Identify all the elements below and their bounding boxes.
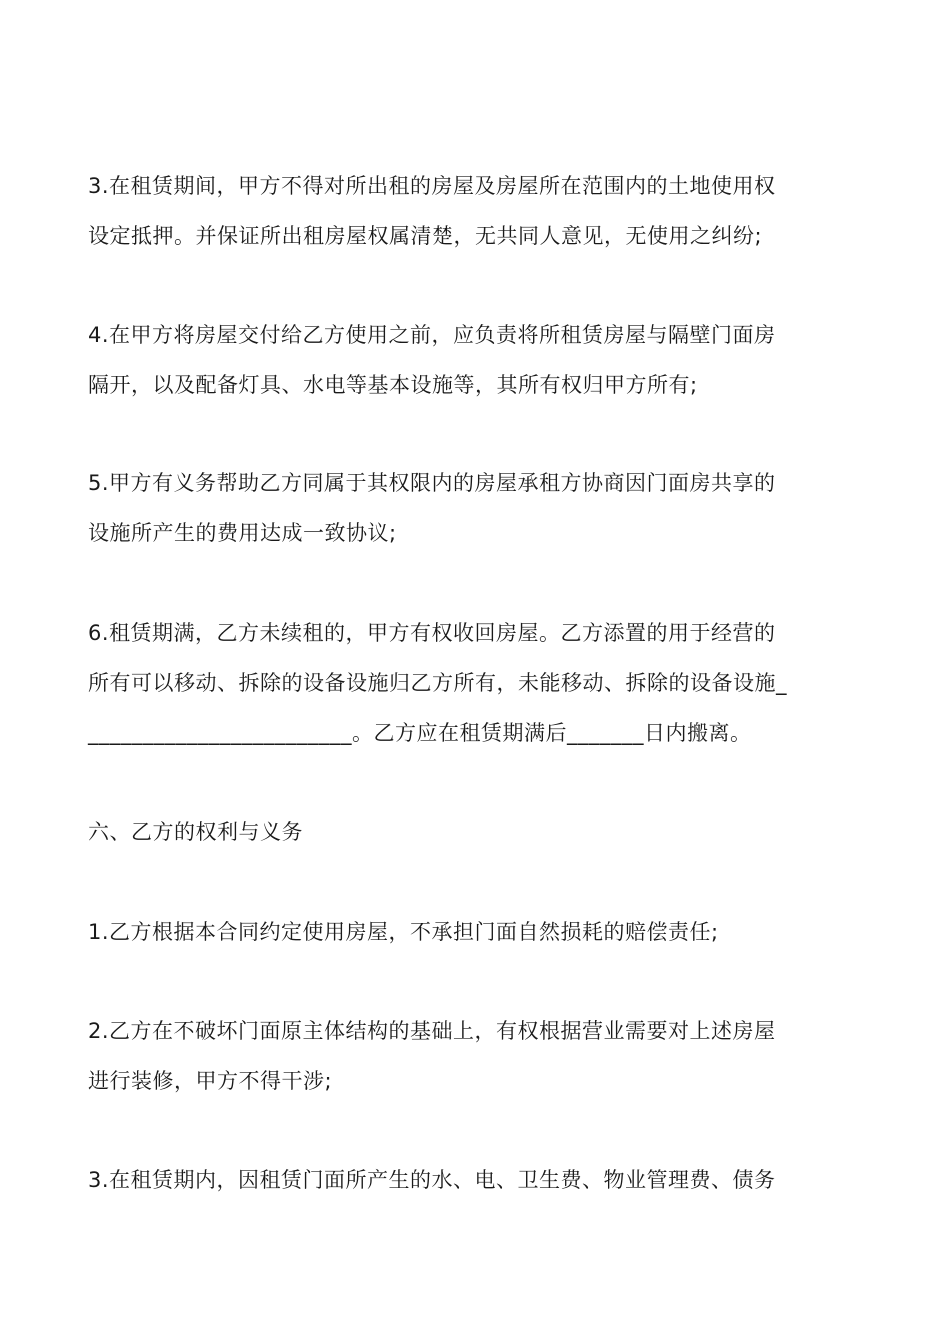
text-line: 2.乙方在不破坏门面原主体结构的基础上，有权根据营业需要对上述房屋 [88, 1019, 776, 1043]
section-title: 六、乙方的权利与义务 [88, 820, 303, 844]
text-line: 设定抵押。并保证所出租房屋权属清楚，无共同人意见，无使用之纠纷; [88, 224, 763, 248]
text-line: 进行装修，甲方不得干涉; [88, 1069, 333, 1093]
text-line: 隔开，以及配备灯具、水电等基本设施等，其所有权归甲方所有; [88, 373, 698, 397]
text-line: 1.乙方根据本合同约定使用房屋，不承担门面自然损耗的赔偿责任; [88, 920, 719, 944]
text-line: 5.甲方有义务帮助乙方同属于其权限内的房屋承租方协商因门面房共享的 [88, 471, 776, 495]
text-line: 所有可以移动、拆除的设备设施归乙方所有，未能移动、拆除的设备设施_ [88, 671, 787, 695]
text-line: 4.在甲方将房屋交付给乙方使用之前，应负责将所租赁房屋与隔壁门面房 [88, 323, 776, 347]
text-line: 3.在租赁期内，因租赁门面所产生的水、电、卫生费、物业管理费、债务 [88, 1168, 776, 1192]
text-line: 3.在租赁期间，甲方不得对所出租的房屋及房屋所在范围内的土地使用权 [88, 174, 776, 198]
text-line: ________________________。乙方应在租赁期满后_______日内搬离。 [88, 721, 752, 745]
text-line: 设施所产生的费用达成一致协议; [88, 521, 397, 545]
text-line: 6.租赁期满，乙方未续租的，甲方有权收回房屋。乙方添置的用于经营的 [88, 621, 776, 645]
